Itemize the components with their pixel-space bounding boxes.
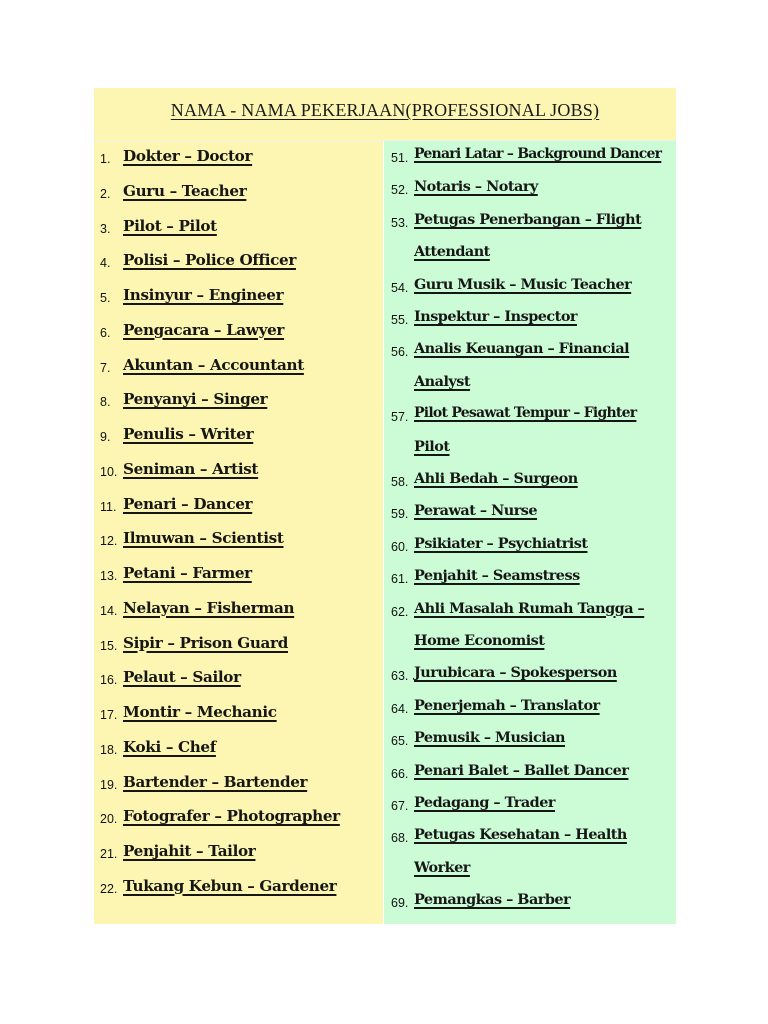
list-item-number: 53. bbox=[391, 215, 409, 230]
list-item-number: 54. bbox=[391, 280, 409, 295]
list-item: Insinyur – Engineer bbox=[123, 286, 284, 304]
list-item: Penari – Dancer bbox=[123, 494, 253, 513]
list-item-number: 19. bbox=[100, 777, 118, 792]
title-row bbox=[94, 88, 676, 141]
list-item-number: 1. bbox=[100, 152, 111, 166]
list-item: Nelayan – Fisherman bbox=[123, 598, 295, 617]
list-item-number: 10. bbox=[100, 464, 118, 479]
list-item: Pemangkas – Barber bbox=[414, 891, 571, 909]
list-item-number: 11. bbox=[100, 499, 117, 514]
list-item: Penulis – Writer bbox=[123, 425, 254, 443]
list-item: Tukang Kebun – Gardener bbox=[123, 876, 337, 895]
list-item-number: 16. bbox=[100, 673, 118, 688]
list-item-number: 56. bbox=[391, 345, 409, 360]
list-item: Penari Latar – Background Dancer bbox=[414, 146, 662, 162]
list-item: Penari Balet – Ballet Dancer bbox=[414, 761, 629, 779]
list-item-number: 57. bbox=[391, 410, 409, 425]
list-item-number: 66. bbox=[391, 766, 409, 781]
list-item: Pilot – Pilot bbox=[123, 216, 217, 235]
left-column bbox=[94, 141, 384, 924]
list-item-continuation: Attendant bbox=[414, 243, 490, 261]
list-item-number: 20. bbox=[100, 812, 118, 827]
list-item: Dokter – Doctor bbox=[123, 147, 253, 165]
list-item-number: 62. bbox=[391, 604, 409, 619]
list-item: Guru – Teacher bbox=[123, 181, 247, 200]
list-item-number: 3. bbox=[100, 221, 111, 236]
list-item-continuation: Analyst bbox=[414, 372, 471, 390]
list-item: Pilot Pesawat Tempur – Fighter bbox=[414, 405, 637, 422]
list-item: Psikiater – Psychiatrist bbox=[414, 534, 588, 552]
list-item: Pemusik – Musician bbox=[414, 729, 566, 747]
list-item: Penyanyi – Singer bbox=[123, 390, 268, 409]
list-item-number: 58. bbox=[391, 475, 409, 489]
list-item: Sipir – Prison Guard bbox=[123, 633, 288, 652]
list-item: Polisi – Police Officer bbox=[123, 251, 296, 270]
page-title: NAMA - NAMA PEKERJAAN(PROFESSIONAL JOBS) bbox=[170, 100, 600, 120]
list-item-number: 9. bbox=[100, 430, 111, 444]
list-item-number: 7. bbox=[100, 360, 111, 375]
list-item: Fotografer – Photographer bbox=[123, 807, 340, 826]
list-item-number: 51. bbox=[391, 151, 409, 165]
list-item-number: 6. bbox=[100, 325, 111, 340]
list-item: Inspektur – Inspector bbox=[414, 308, 577, 325]
list-item-number: 64. bbox=[391, 701, 409, 716]
list-item: Akuntan – Accountant bbox=[123, 355, 304, 374]
list-item-number: 17. bbox=[100, 708, 118, 722]
list-item-number: 12. bbox=[100, 534, 118, 549]
list-item-number: 18. bbox=[100, 742, 118, 757]
list-item-number: 2. bbox=[100, 186, 111, 201]
list-item-continuation: Home Economist bbox=[414, 632, 545, 649]
list-item: Penerjemah – Translator bbox=[414, 696, 600, 714]
list-item: Ahli Masalah Rumah Tangga – bbox=[414, 599, 645, 617]
list-item: Seniman – Artist bbox=[123, 459, 259, 478]
list-item-number: 65. bbox=[391, 734, 409, 749]
list-item: Petugas Penerbangan – Flight bbox=[414, 210, 642, 228]
list-item-number: 61. bbox=[391, 572, 409, 587]
list-item: Penjahit – Tailor bbox=[123, 842, 256, 860]
list-item-number: 67. bbox=[391, 799, 409, 813]
list-item-number: 13. bbox=[100, 569, 118, 583]
list-item-number: 69. bbox=[391, 896, 409, 911]
right-column bbox=[384, 141, 676, 924]
list-item: Petugas Kesehatan – Health bbox=[414, 826, 627, 844]
list-item-number: 21. bbox=[100, 847, 118, 861]
list-item-number: 68. bbox=[391, 831, 409, 846]
list-item: Montir – Mechanic bbox=[123, 703, 277, 721]
list-item-number: 8. bbox=[100, 395, 111, 410]
list-item: Jurubicara – Spokesperson bbox=[414, 664, 617, 682]
list-item-number: 63. bbox=[391, 669, 409, 684]
list-item-number: 59. bbox=[391, 507, 409, 522]
list-item-number: 60. bbox=[391, 539, 409, 554]
list-item-number: 4. bbox=[100, 256, 111, 271]
list-item: Petani – Farmer bbox=[123, 564, 252, 582]
list-item: Ahli Bedah – Surgeon bbox=[414, 470, 578, 487]
list-item: Pelaut – Sailor bbox=[123, 668, 241, 687]
list-item: Ilmuwan – Scientist bbox=[123, 529, 284, 548]
list-item: Notaris – Notary bbox=[414, 178, 538, 196]
list-item: Penjahit – Seamstress bbox=[414, 567, 580, 585]
list-item: Koki – Chef bbox=[123, 737, 216, 756]
list-item: Pengacara – Lawyer bbox=[123, 320, 285, 339]
list-item-number: 55. bbox=[391, 313, 409, 327]
list-item: Analis Keuangan – Financial bbox=[414, 340, 630, 358]
list-item-number: 15. bbox=[100, 638, 118, 653]
jobs-table bbox=[94, 88, 676, 924]
list-item-number: 14. bbox=[100, 603, 118, 618]
list-item: Bartender – Bartender bbox=[123, 772, 308, 791]
list-item-number: 5. bbox=[100, 291, 111, 305]
list-item: Pedagang – Trader bbox=[414, 794, 555, 811]
list-item-continuation: Worker bbox=[414, 858, 470, 876]
list-item-number: 22. bbox=[100, 881, 118, 896]
list-item: Guru Musik – Music Teacher bbox=[414, 275, 632, 293]
list-item: Perawat – Nurse bbox=[414, 502, 538, 520]
list-item-number: 52. bbox=[391, 183, 409, 198]
list-item-continuation: Pilot bbox=[414, 437, 450, 455]
